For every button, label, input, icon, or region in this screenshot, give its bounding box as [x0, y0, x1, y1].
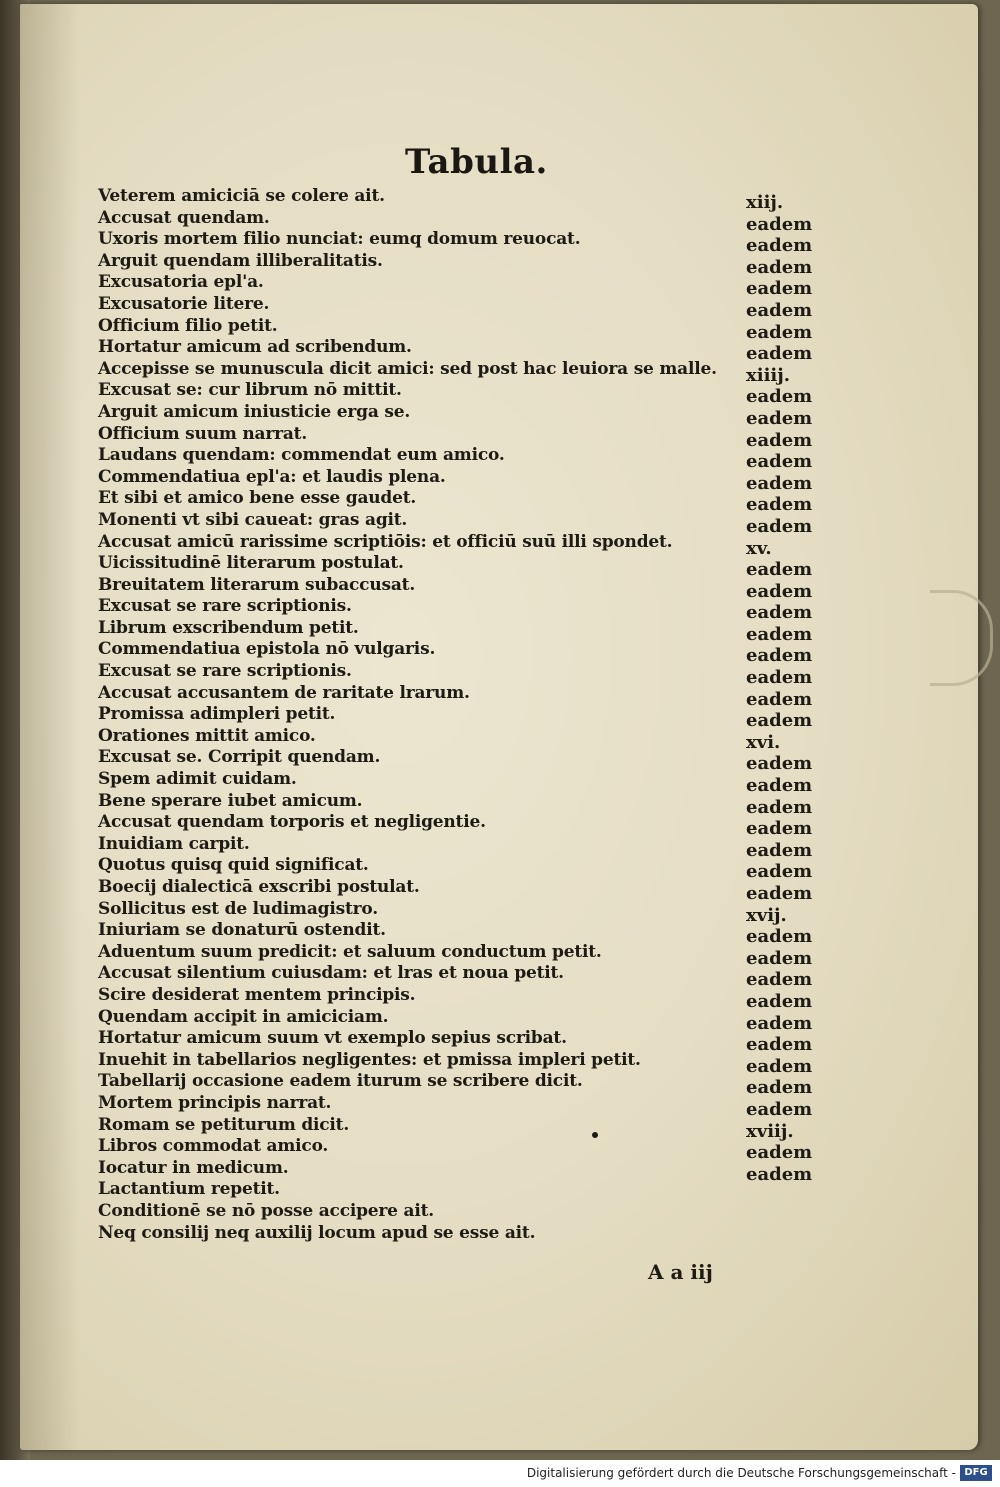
list-item: Excusatoria epl'a. [98, 272, 264, 293]
list-item: Quendam accipit in amiciciam. [98, 1006, 389, 1027]
list-item: Accusat accusantem de raritate lrarum. [98, 682, 470, 703]
list-item: Officium suum narrat. [98, 423, 308, 444]
leaf-reference: xiij. [746, 192, 784, 213]
list-item: Officium filio petit. [98, 315, 278, 336]
table-references [746, 192, 836, 1185]
leaf-reference: eadem [746, 688, 813, 710]
list-item: Quotus quisq quid significat. [98, 855, 369, 876]
leaf-reference: eadem [746, 429, 813, 451]
leaf-reference: eadem [746, 1034, 813, 1056]
list-item: Orationes mittit amico. [98, 725, 316, 746]
leaf-reference: eadem [746, 321, 813, 343]
list-item: Excusatorie litere. [98, 293, 270, 314]
list-item: Accusat amicū rarissime scriptiōis: et officiū suū illi spondet. [98, 531, 673, 552]
list-item: Arguit quendam illiberalitatis. [98, 250, 383, 271]
page-edge-mark [930, 590, 993, 686]
leaf-reference: eadem [746, 256, 813, 278]
leaf-reference: eadem [746, 343, 813, 365]
leaf-reference: xvij. [746, 904, 787, 926]
list-item: Conditionē se nō posse accipere ait. [98, 1200, 434, 1221]
leaf-reference: eadem [746, 861, 813, 883]
table-entries [98, 186, 738, 1244]
list-item: Accusat quendam torporis et negligentie. [98, 812, 486, 833]
leaf-reference: eadem [746, 278, 813, 300]
leaf-reference: eadem [746, 1012, 813, 1034]
leaf-reference: eadem [746, 667, 813, 689]
list-item: Inuehit in tabellarios negligentes: et pmissa impleri petit. [98, 1049, 641, 1070]
leaf-reference: eadem [746, 1055, 813, 1077]
leaf-reference: eadem [746, 580, 813, 602]
list-item: Iniuriam se donaturū ostendit. [98, 920, 386, 941]
list-item: Excusat se. Corripit quendam. [98, 747, 381, 768]
list-item: Inuidiam carpit. [98, 833, 250, 854]
list-item: Accusat quendam. [98, 207, 270, 228]
leaf-reference: xv. [746, 537, 772, 559]
list-item: Bene sperare iubet amicum. [98, 790, 363, 811]
list-item: Romam se petiturum dicit. [98, 1114, 350, 1135]
leaf-reference: eadem [746, 796, 813, 818]
leaf-reference: eadem [746, 839, 813, 861]
leaf-reference: eadem [746, 990, 813, 1012]
list-item: Mortem principis narrat. [98, 1092, 332, 1113]
leaf-reference: eadem [746, 947, 813, 969]
leaf-reference: eadem [746, 472, 813, 494]
list-item: Excusat se rare scriptionis. [98, 661, 352, 682]
leaf-reference: eadem [746, 926, 813, 948]
leaf-reference: eadem [746, 1077, 813, 1099]
leaf-reference: eadem [746, 710, 813, 732]
leaf-reference: eadem [746, 451, 813, 473]
leaf-reference: eadem [746, 623, 813, 645]
footer-credit: Digitalisierung gefördert durch die Deutsche Forschungsgemeinschaft - [526, 1466, 956, 1480]
list-item: Libros commodat amico. [98, 1136, 329, 1157]
leaf-reference: eadem [746, 969, 813, 991]
leaf-reference: xiiij. [746, 364, 791, 386]
list-item: Iocatur in medicum. [98, 1157, 289, 1178]
list-item: Neq consilij neq auxilij locum apud se esse ait. [98, 1222, 536, 1243]
list-item: Arguit amicum iniusticie erga se. [98, 401, 411, 422]
leaf-reference: eadem [746, 753, 813, 775]
list-item: Veterem amiciciā se colere ait. [98, 186, 385, 206]
list-item: Boecij dialecticā exscribi postulat. [98, 877, 420, 897]
leaf-reference: eadem [746, 775, 813, 797]
leaf-reference: eadem [746, 299, 813, 321]
leaf-reference: eadem [746, 559, 813, 581]
list-item: Accusat silentium cuiusdam: et lras et noua petit. [98, 963, 564, 984]
list-item: Breuitatem literarum subaccusat. [98, 574, 416, 595]
list-item: Monenti vt sibi caueat: gras agit. [98, 509, 408, 530]
list-item: Promissa adimpleri petit. [98, 704, 336, 725]
list-item: Aduentum suum predicit: et saluum conductum petit. [98, 941, 602, 962]
page-heading: Tabula. [405, 142, 548, 182]
list-item: Et sibi et amico bene esse gaudet. [98, 488, 417, 509]
list-item: Uxoris mortem filio nunciat: eumq domum reuocat. [98, 229, 581, 250]
list-item: Accepisse se munuscula dicit amici: sed post hac leuiora se malle. [98, 358, 717, 379]
leaf-reference: eadem [746, 1163, 813, 1185]
signature-mark: A a iij [648, 1260, 713, 1284]
leaf-reference: eadem [746, 818, 813, 840]
list-item: Spem adimit cuidam. [98, 769, 297, 790]
leaf-reference: eadem [746, 883, 813, 904]
list-item: Sollicitus est de ludimagistro. [98, 898, 378, 919]
list-item: Uicissitudinē literarum postulat. [98, 553, 404, 574]
footer-bar [0, 1460, 1000, 1487]
leaf-reference: eadem [746, 1098, 813, 1120]
list-item: Commendatiua epl'a: et laudis plena. [98, 466, 446, 487]
leaf-reference: eadem [746, 494, 813, 516]
list-item: Commendatiua epistola nō vulgaris. [98, 639, 436, 660]
leaf-reference: eadem [746, 213, 813, 235]
dfg-logo: DFG [960, 1465, 992, 1481]
list-item: Hortatur amicum suum vt exemplo sepius scribat. [98, 1028, 567, 1049]
list-item: Librum exscribendum petit. [98, 617, 359, 638]
leaf-reference: eadem [746, 235, 813, 257]
list-item: Scire desiderat mentem principis. [98, 984, 416, 1005]
leaf-reference: eadem [746, 602, 813, 624]
leaf-reference: eadem [746, 386, 813, 408]
list-item: Excusat se rare scriptionis. [98, 596, 352, 617]
leaf-reference: eadem [746, 1142, 813, 1164]
leaf-reference: eadem [746, 645, 813, 667]
leaf-reference: eadem [746, 515, 813, 537]
list-item: Lactantium repetit. [98, 1179, 280, 1200]
list-item: Excusat se: cur librum nō mittit. [98, 380, 402, 401]
leaf-reference: eadem [746, 407, 813, 429]
list-item: Laudans quendam: commendat eum amico. [98, 445, 505, 466]
leaf-reference: xvi. [746, 731, 781, 753]
list-item: Tabellarij occasione eadem iturum se scribere dicit. [98, 1071, 583, 1092]
leaf-reference: xviij. [746, 1120, 794, 1142]
page-shadow [20, 4, 80, 1450]
list-item: Hortatur amicum ad scribendum. [98, 337, 412, 358]
